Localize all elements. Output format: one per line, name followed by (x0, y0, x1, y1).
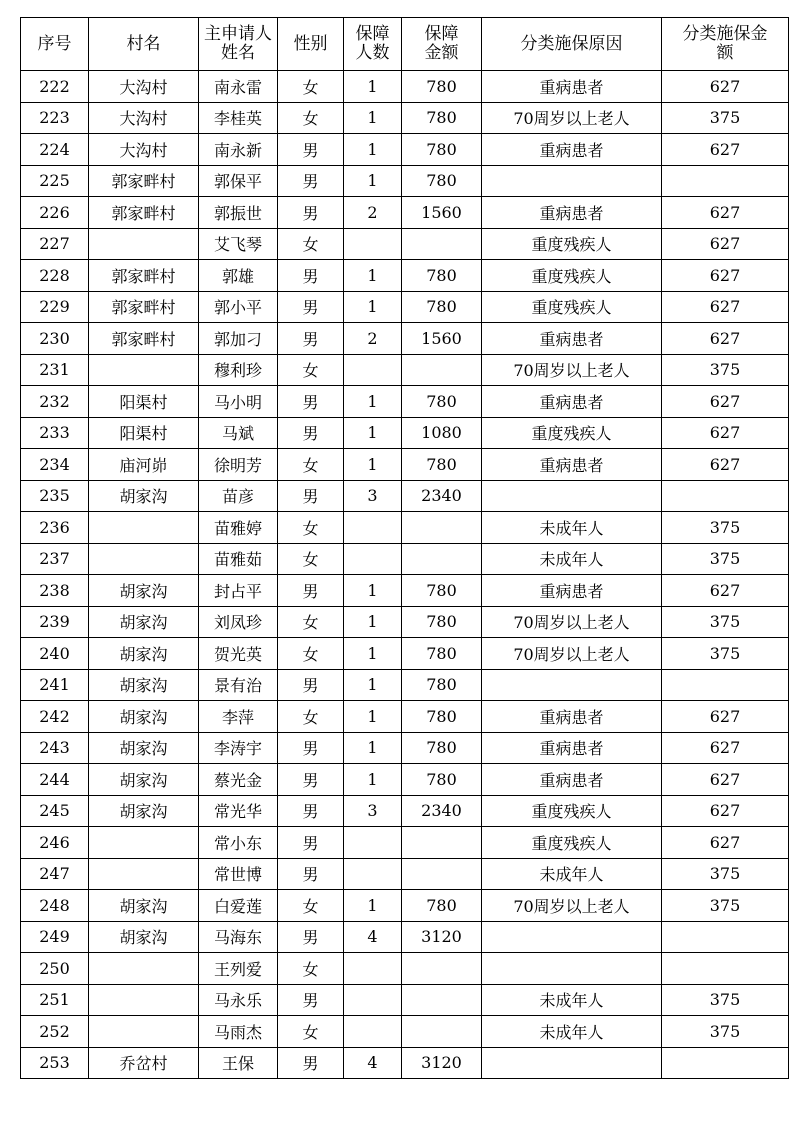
cell-gender: 男 (278, 921, 344, 953)
cell-reason: 重病患者 (482, 197, 662, 229)
cell-count: 1 (344, 732, 402, 764)
cell-category-amount: 627 (662, 795, 789, 827)
header-village: 村名 (89, 18, 199, 71)
cell-count: 1 (344, 449, 402, 481)
cell-applicant: 苗雅茹 (199, 543, 278, 575)
table-row (21, 1016, 789, 1048)
table-row (21, 449, 789, 481)
cell-reason: 重病患者 (482, 449, 662, 481)
cell-category-amount: 627 (662, 323, 789, 355)
table-row (21, 606, 789, 638)
cell-count: 1 (344, 638, 402, 670)
header-reason: 分类施保原因 (482, 18, 662, 71)
cell-category-amount: 627 (662, 732, 789, 764)
cell-village: 胡家沟 (89, 575, 199, 607)
cell-count: 1 (344, 386, 402, 418)
cell-category-amount (662, 1047, 789, 1079)
cell-gender: 男 (278, 732, 344, 764)
cell-count: 1 (344, 764, 402, 796)
cell-seq: 227 (21, 228, 89, 260)
cell-amount: 3120 (402, 921, 482, 953)
cell-applicant: 艾飞琴 (199, 228, 278, 260)
cell-gender: 男 (278, 417, 344, 449)
cell-village (89, 953, 199, 985)
cell-seq: 235 (21, 480, 89, 512)
table-row (21, 480, 789, 512)
table-row (21, 354, 789, 386)
cell-reason: 70周岁以上老人 (482, 890, 662, 922)
cell-amount (402, 858, 482, 890)
cell-category-amount: 627 (662, 260, 789, 292)
cell-village (89, 354, 199, 386)
cell-gender: 男 (278, 575, 344, 607)
cell-category-amount (662, 921, 789, 953)
cell-gender: 女 (278, 228, 344, 260)
cell-reason: 70周岁以上老人 (482, 102, 662, 134)
cell-category-amount: 375 (662, 638, 789, 670)
cell-seq: 225 (21, 165, 89, 197)
cell-seq: 222 (21, 71, 89, 103)
cell-count: 1 (344, 701, 402, 733)
cell-amount: 1560 (402, 323, 482, 355)
cell-village: 乔岔村 (89, 1047, 199, 1079)
cell-seq: 238 (21, 575, 89, 607)
cell-gender: 男 (278, 795, 344, 827)
cell-applicant: 景有治 (199, 669, 278, 701)
cell-gender: 男 (278, 291, 344, 323)
cell-applicant: 徐明芳 (199, 449, 278, 481)
cell-applicant: 穆利珍 (199, 354, 278, 386)
cell-category-amount (662, 669, 789, 701)
cell-amount: 780 (402, 260, 482, 292)
cell-category-amount: 375 (662, 102, 789, 134)
cell-count (344, 543, 402, 575)
cell-applicant: 贺光英 (199, 638, 278, 670)
cell-reason (482, 953, 662, 985)
table-row (21, 890, 789, 922)
cell-seq: 224 (21, 134, 89, 166)
cell-amount: 1080 (402, 417, 482, 449)
cell-gender: 女 (278, 449, 344, 481)
table-row (21, 732, 789, 764)
cell-category-amount: 375 (662, 858, 789, 890)
cell-count (344, 858, 402, 890)
table-row (21, 291, 789, 323)
cell-category-amount: 627 (662, 827, 789, 859)
cell-seq: 250 (21, 953, 89, 985)
cell-seq: 240 (21, 638, 89, 670)
cell-applicant: 常世博 (199, 858, 278, 890)
cell-category-amount: 627 (662, 575, 789, 607)
cell-gender: 男 (278, 134, 344, 166)
header-seq: 序号 (21, 18, 89, 71)
cell-amount: 780 (402, 165, 482, 197)
cell-seq: 228 (21, 260, 89, 292)
cell-category-amount: 375 (662, 1016, 789, 1048)
cell-village: 郭家畔村 (89, 260, 199, 292)
cell-reason: 重度残疾人 (482, 795, 662, 827)
cell-amount: 2340 (402, 795, 482, 827)
cell-applicant: 王保 (199, 1047, 278, 1079)
table-row (21, 984, 789, 1016)
table-row (21, 764, 789, 796)
cell-gender: 女 (278, 701, 344, 733)
cell-applicant: 李涛宇 (199, 732, 278, 764)
cell-reason: 重病患者 (482, 732, 662, 764)
cell-applicant: 郭振世 (199, 197, 278, 229)
cell-count (344, 354, 402, 386)
cell-amount (402, 543, 482, 575)
cell-count: 1 (344, 291, 402, 323)
cell-category-amount: 627 (662, 197, 789, 229)
cell-applicant: 郭加刁 (199, 323, 278, 355)
cell-reason: 重度残疾人 (482, 228, 662, 260)
table-row (21, 543, 789, 575)
table-row (21, 260, 789, 292)
cell-applicant: 苗雅婷 (199, 512, 278, 544)
table-row (21, 165, 789, 197)
cell-village (89, 984, 199, 1016)
table-row (21, 638, 789, 670)
cell-reason: 70周岁以上老人 (482, 606, 662, 638)
cell-count: 3 (344, 480, 402, 512)
cell-village: 胡家沟 (89, 701, 199, 733)
cell-amount: 1560 (402, 197, 482, 229)
cell-amount: 780 (402, 732, 482, 764)
cell-gender: 女 (278, 543, 344, 575)
cell-reason (482, 921, 662, 953)
cell-reason: 重病患者 (482, 701, 662, 733)
cell-amount (402, 228, 482, 260)
cell-amount: 780 (402, 71, 482, 103)
cell-category-amount: 375 (662, 606, 789, 638)
cell-count (344, 953, 402, 985)
table-row (21, 417, 789, 449)
cell-applicant: 常小东 (199, 827, 278, 859)
cell-reason: 重病患者 (482, 134, 662, 166)
cell-village: 郭家畔村 (89, 165, 199, 197)
cell-count: 1 (344, 575, 402, 607)
cell-seq: 232 (21, 386, 89, 418)
cell-amount: 780 (402, 890, 482, 922)
cell-village: 胡家沟 (89, 669, 199, 701)
cell-category-amount (662, 165, 789, 197)
cell-applicant: 常光华 (199, 795, 278, 827)
cell-gender: 男 (278, 827, 344, 859)
cell-amount: 780 (402, 701, 482, 733)
cell-amount: 780 (402, 449, 482, 481)
cell-seq: 230 (21, 323, 89, 355)
cell-category-amount: 375 (662, 543, 789, 575)
cell-applicant: 李萍 (199, 701, 278, 733)
header-category-amount: 分类施保金 额 (662, 18, 789, 71)
cell-count: 1 (344, 165, 402, 197)
cell-village (89, 543, 199, 575)
cell-reason: 未成年人 (482, 858, 662, 890)
cell-category-amount: 627 (662, 764, 789, 796)
cell-count: 1 (344, 669, 402, 701)
cell-village (89, 512, 199, 544)
cell-applicant: 马雨杰 (199, 1016, 278, 1048)
cell-village (89, 858, 199, 890)
cell-reason: 重度残疾人 (482, 417, 662, 449)
cell-count: 1 (344, 102, 402, 134)
table-body (21, 71, 789, 1079)
cell-village: 胡家沟 (89, 480, 199, 512)
table-row (21, 795, 789, 827)
cell-category-amount: 375 (662, 354, 789, 386)
cell-amount: 3120 (402, 1047, 482, 1079)
table-row (21, 827, 789, 859)
table-row (21, 228, 789, 260)
cell-amount: 780 (402, 386, 482, 418)
cell-category-amount: 627 (662, 134, 789, 166)
cell-applicant: 郭雄 (199, 260, 278, 292)
cell-gender: 女 (278, 890, 344, 922)
cell-applicant: 王列爱 (199, 953, 278, 985)
cell-applicant: 白爱莲 (199, 890, 278, 922)
cell-category-amount: 627 (662, 71, 789, 103)
cell-gender: 男 (278, 858, 344, 890)
table-row (21, 1047, 789, 1079)
cell-category-amount: 627 (662, 701, 789, 733)
cell-amount: 780 (402, 134, 482, 166)
cell-gender: 男 (278, 764, 344, 796)
header-applicant: 主申请人 姓名 (199, 18, 278, 71)
cell-seq: 252 (21, 1016, 89, 1048)
cell-applicant: 马斌 (199, 417, 278, 449)
cell-seq: 226 (21, 197, 89, 229)
cell-reason: 重度残疾人 (482, 827, 662, 859)
cell-count: 2 (344, 323, 402, 355)
cell-gender: 女 (278, 638, 344, 670)
cell-amount (402, 984, 482, 1016)
table-row (21, 512, 789, 544)
cell-applicant: 苗彦 (199, 480, 278, 512)
header-count: 保障 人数 (344, 18, 402, 71)
cell-seq: 245 (21, 795, 89, 827)
cell-amount: 780 (402, 102, 482, 134)
cell-count: 1 (344, 606, 402, 638)
cell-seq: 243 (21, 732, 89, 764)
table-row (21, 953, 789, 985)
cell-count: 4 (344, 1047, 402, 1079)
cell-applicant: 封占平 (199, 575, 278, 607)
cell-reason: 重度残疾人 (482, 260, 662, 292)
cell-applicant: 郭保平 (199, 165, 278, 197)
cell-gender: 男 (278, 323, 344, 355)
cell-village: 胡家沟 (89, 890, 199, 922)
cell-count: 3 (344, 795, 402, 827)
cell-gender: 女 (278, 71, 344, 103)
table-row (21, 669, 789, 701)
cell-amount: 780 (402, 291, 482, 323)
cell-village: 庙河峁 (89, 449, 199, 481)
cell-amount (402, 512, 482, 544)
cell-gender: 男 (278, 197, 344, 229)
cell-reason: 未成年人 (482, 984, 662, 1016)
cell-gender: 女 (278, 512, 344, 544)
cell-gender: 男 (278, 260, 344, 292)
cell-amount (402, 827, 482, 859)
cell-reason (482, 480, 662, 512)
table-row (21, 386, 789, 418)
cell-category-amount: 627 (662, 386, 789, 418)
cell-gender: 男 (278, 984, 344, 1016)
cell-reason: 70周岁以上老人 (482, 638, 662, 670)
cell-reason: 重病患者 (482, 386, 662, 418)
cell-applicant: 郭小平 (199, 291, 278, 323)
table-row (21, 197, 789, 229)
cell-amount: 780 (402, 606, 482, 638)
cell-seq: 249 (21, 921, 89, 953)
cell-seq: 241 (21, 669, 89, 701)
cell-applicant: 马海东 (199, 921, 278, 953)
cell-category-amount: 375 (662, 890, 789, 922)
cell-village: 胡家沟 (89, 638, 199, 670)
cell-count: 2 (344, 197, 402, 229)
header-amount: 保障 金额 (402, 18, 482, 71)
cell-village: 胡家沟 (89, 921, 199, 953)
cell-reason (482, 165, 662, 197)
cell-amount (402, 953, 482, 985)
cell-reason: 重病患者 (482, 71, 662, 103)
cell-applicant: 李桂英 (199, 102, 278, 134)
cell-gender: 男 (278, 165, 344, 197)
cell-seq: 247 (21, 858, 89, 890)
cell-amount: 780 (402, 669, 482, 701)
cell-count: 1 (344, 890, 402, 922)
cell-village: 胡家沟 (89, 764, 199, 796)
cell-category-amount (662, 480, 789, 512)
table-row (21, 323, 789, 355)
cell-seq: 236 (21, 512, 89, 544)
cell-count (344, 228, 402, 260)
cell-reason: 重病患者 (482, 764, 662, 796)
cell-gender: 女 (278, 1016, 344, 1048)
cell-gender: 男 (278, 386, 344, 418)
assistance-table (20, 17, 789, 1079)
cell-reason: 未成年人 (482, 543, 662, 575)
cell-village: 阳渠村 (89, 417, 199, 449)
cell-village: 郭家畔村 (89, 291, 199, 323)
cell-reason: 未成年人 (482, 1016, 662, 1048)
cell-gender: 男 (278, 1047, 344, 1079)
cell-village: 郭家畔村 (89, 197, 199, 229)
table-row (21, 102, 789, 134)
cell-village: 胡家沟 (89, 732, 199, 764)
cell-count: 4 (344, 921, 402, 953)
cell-seq: 231 (21, 354, 89, 386)
cell-applicant: 马小明 (199, 386, 278, 418)
cell-applicant: 蔡光金 (199, 764, 278, 796)
cell-amount: 2340 (402, 480, 482, 512)
cell-category-amount: 375 (662, 512, 789, 544)
cell-category-amount: 375 (662, 984, 789, 1016)
cell-seq: 237 (21, 543, 89, 575)
cell-gender: 男 (278, 480, 344, 512)
cell-gender: 女 (278, 606, 344, 638)
cell-seq: 253 (21, 1047, 89, 1079)
header-gender: 性别 (278, 18, 344, 71)
cell-count: 1 (344, 260, 402, 292)
cell-seq: 223 (21, 102, 89, 134)
cell-category-amount: 627 (662, 449, 789, 481)
cell-reason: 重度残疾人 (482, 291, 662, 323)
cell-seq: 246 (21, 827, 89, 859)
table-row (21, 858, 789, 890)
table-row (21, 921, 789, 953)
cell-count (344, 984, 402, 1016)
cell-village (89, 1016, 199, 1048)
cell-applicant: 刘凤珍 (199, 606, 278, 638)
cell-village (89, 827, 199, 859)
cell-category-amount (662, 953, 789, 985)
cell-amount (402, 354, 482, 386)
cell-applicant: 南永新 (199, 134, 278, 166)
cell-village: 大沟村 (89, 102, 199, 134)
cell-seq: 251 (21, 984, 89, 1016)
cell-count (344, 827, 402, 859)
cell-seq: 229 (21, 291, 89, 323)
cell-village: 郭家畔村 (89, 323, 199, 355)
cell-village: 大沟村 (89, 71, 199, 103)
table-row (21, 71, 789, 103)
cell-count: 1 (344, 134, 402, 166)
cell-applicant: 南永雷 (199, 71, 278, 103)
cell-reason: 重病患者 (482, 323, 662, 355)
cell-seq: 242 (21, 701, 89, 733)
cell-applicant: 马永乐 (199, 984, 278, 1016)
table-row (21, 134, 789, 166)
cell-seq: 239 (21, 606, 89, 638)
cell-reason: 70周岁以上老人 (482, 354, 662, 386)
cell-reason: 重病患者 (482, 575, 662, 607)
cell-reason: 未成年人 (482, 512, 662, 544)
cell-gender: 男 (278, 669, 344, 701)
table-row (21, 575, 789, 607)
cell-count: 1 (344, 71, 402, 103)
cell-amount: 780 (402, 638, 482, 670)
table-row (21, 701, 789, 733)
cell-seq: 234 (21, 449, 89, 481)
cell-gender: 女 (278, 102, 344, 134)
cell-gender: 女 (278, 953, 344, 985)
cell-gender: 女 (278, 354, 344, 386)
table-header-row (21, 18, 789, 71)
cell-village: 胡家沟 (89, 606, 199, 638)
cell-category-amount: 627 (662, 228, 789, 260)
cell-count (344, 1016, 402, 1048)
cell-amount (402, 1016, 482, 1048)
cell-count (344, 512, 402, 544)
cell-category-amount: 627 (662, 291, 789, 323)
cell-seq: 233 (21, 417, 89, 449)
cell-reason (482, 1047, 662, 1079)
cell-village: 阳渠村 (89, 386, 199, 418)
cell-village: 胡家沟 (89, 795, 199, 827)
cell-category-amount: 627 (662, 417, 789, 449)
cell-seq: 248 (21, 890, 89, 922)
cell-reason (482, 669, 662, 701)
cell-seq: 244 (21, 764, 89, 796)
cell-village: 大沟村 (89, 134, 199, 166)
cell-count: 1 (344, 417, 402, 449)
cell-amount: 780 (402, 764, 482, 796)
cell-village (89, 228, 199, 260)
cell-amount: 780 (402, 575, 482, 607)
